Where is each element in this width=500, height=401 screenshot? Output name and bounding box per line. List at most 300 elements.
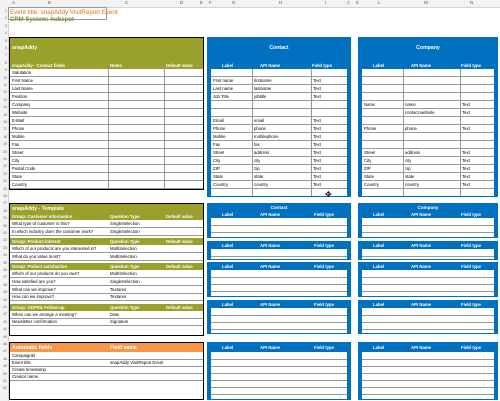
grid-row-line xyxy=(362,256,494,257)
template-group-header xyxy=(10,263,203,270)
grid-row-line xyxy=(211,132,347,133)
group-default: Default value xyxy=(166,304,193,310)
contact-field-cell[interactable]: Phone xyxy=(12,126,25,131)
grid-row-line xyxy=(10,180,203,181)
row-number: 35 xyxy=(3,260,7,265)
contact-fields-subheader xyxy=(10,62,203,69)
contact-field-cell[interactable]: Street xyxy=(12,150,24,155)
grid-row-line xyxy=(362,132,494,133)
row-number: 12 xyxy=(3,90,7,95)
field-cell[interactable]: Text xyxy=(462,126,470,131)
question-type-cell[interactable]: Textarea xyxy=(110,286,127,292)
field-cell[interactable]: fax xyxy=(254,142,260,147)
mini-left-strip xyxy=(208,270,211,296)
field-cell[interactable]: Email xyxy=(213,118,224,123)
row-number: 25 xyxy=(3,186,7,191)
field-cell[interactable]: name xyxy=(405,102,416,107)
field-cell[interactable]: country xyxy=(405,182,420,187)
col-m[interactable]: M xyxy=(424,0,428,5)
field-cell[interactable]: Text xyxy=(313,126,321,131)
mini-colheader xyxy=(208,263,350,270)
row-number: 3 xyxy=(5,23,7,28)
col-i[interactable]: I xyxy=(325,0,327,5)
grid-row-line xyxy=(362,84,494,85)
template-group-header xyxy=(10,238,203,245)
grid-row-line xyxy=(211,315,347,316)
snapaddy-header xyxy=(10,38,203,62)
col-j[interactable]: J xyxy=(347,0,350,5)
mini-left-strip xyxy=(359,249,362,259)
field-cell[interactable]: state xyxy=(405,174,415,179)
grid-row-line xyxy=(211,322,347,323)
field-cell[interactable]: Text xyxy=(462,102,470,107)
row-number: 22 xyxy=(3,164,7,169)
grid-row-line xyxy=(211,180,347,181)
template-panel xyxy=(9,203,204,336)
grid-row-line xyxy=(362,100,494,101)
grid-row-line xyxy=(362,188,494,189)
row-number: 26 xyxy=(3,194,7,198)
question-cell[interactable]: What do you value most? xyxy=(12,253,61,259)
contact-field-cell[interactable]: State xyxy=(12,174,23,179)
mini-colheader xyxy=(359,242,497,249)
auto-mini-colheader xyxy=(359,343,497,352)
field-cell[interactable]: Last name xyxy=(213,86,234,91)
mini-right-strip xyxy=(347,249,350,259)
grid-row-line xyxy=(10,124,203,125)
grid-row-line xyxy=(10,108,203,109)
field-cell[interactable]: City xyxy=(364,158,372,163)
row-number: 7 xyxy=(5,53,7,58)
grid-row-line xyxy=(10,325,203,326)
cursor-icon: ✥ xyxy=(325,190,332,199)
group-qtype: Question Type xyxy=(110,304,140,310)
grid-row-line xyxy=(10,116,203,117)
question-cell[interactable]: How satisfied are you? xyxy=(12,279,56,284)
col-e[interactable]: E xyxy=(200,0,204,5)
grid-row-line xyxy=(362,315,494,316)
field-cell[interactable]: Text xyxy=(462,158,470,163)
question-cell[interactable]: What can we improve? xyxy=(12,286,56,292)
grid-row-line xyxy=(211,359,347,360)
mini-col-api: API Name xyxy=(411,302,432,307)
default-divider xyxy=(164,62,165,189)
contact-field-cell[interactable]: Salutation xyxy=(12,70,32,75)
grid-row-line xyxy=(211,108,347,109)
grid-row-line xyxy=(211,84,347,85)
mini-colheader xyxy=(359,301,497,308)
mini-col-api: API Name xyxy=(260,345,281,350)
question-type-cell[interactable]: Signature xyxy=(110,319,129,325)
row-number: 13 xyxy=(3,97,7,102)
notes-divider xyxy=(108,62,109,189)
group-name: Group: Customer information xyxy=(12,214,73,219)
question-cell[interactable]: Which of our products do you own? xyxy=(12,271,80,277)
grid-row-line xyxy=(362,284,494,285)
row-number: 50 xyxy=(3,371,7,376)
field-cell[interactable]: firstname xyxy=(254,78,272,83)
company-panel xyxy=(358,37,498,197)
mini-col-label: Label xyxy=(373,264,385,269)
col-g[interactable]: G xyxy=(232,0,236,5)
auto-contact-panel xyxy=(207,342,351,400)
row-number: 14 xyxy=(3,105,7,110)
mini-col-api: API Name xyxy=(411,212,432,217)
mini-right-strip xyxy=(347,352,350,399)
field-cell[interactable]: Phone xyxy=(213,126,226,131)
grid-row-line xyxy=(211,92,347,93)
field-cell[interactable]: Text xyxy=(313,134,321,139)
auto-field-cell[interactable]: Create timestamp xyxy=(12,367,46,372)
auto-value-cell[interactable]: snapAddy VisitReport Event xyxy=(110,360,164,365)
group-name: Group: Poduct satisfaction xyxy=(12,264,68,270)
field-cell[interactable]: lastname xyxy=(254,86,272,91)
field-cell[interactable]: phone xyxy=(405,126,417,131)
grid-row-line xyxy=(362,156,494,157)
question-type-cell[interactable]: MultiSelection xyxy=(110,253,137,259)
mini-contact-panel xyxy=(207,262,351,297)
grid-row-line xyxy=(211,329,347,330)
group-default: Default value xyxy=(166,239,193,245)
mini-contact-panel xyxy=(207,241,351,260)
mini-col-api: API Name xyxy=(260,243,281,248)
grid-row-line xyxy=(211,387,347,388)
col-n[interactable]: N xyxy=(470,0,474,5)
field-cell[interactable]: Street xyxy=(364,150,376,155)
row-number: 5 xyxy=(5,38,7,43)
snapaddy-contact-panel xyxy=(9,37,204,190)
mini-col-type: Field type xyxy=(461,345,482,350)
question-cell[interactable]: What type of customer is this? xyxy=(12,221,70,226)
mini-col-label: Label xyxy=(373,302,385,307)
col-f[interactable]: F xyxy=(209,0,212,5)
type-divider xyxy=(311,69,312,196)
row-number: 45 xyxy=(3,334,7,339)
grid-row-line xyxy=(211,373,347,374)
row-number: 17 xyxy=(3,127,7,132)
contact-field-cell[interactable]: Position xyxy=(12,94,28,99)
grid-row-line xyxy=(10,188,203,189)
field-cell[interactable]: country xyxy=(254,182,269,187)
mini-col-label: Label xyxy=(222,212,234,217)
question-type-cell[interactable]: SingleSelection xyxy=(110,279,140,284)
mini-col-type: Field type xyxy=(314,212,335,217)
row-number: 41 xyxy=(3,305,7,309)
row-number: 4 xyxy=(5,31,7,36)
contact-field-cell[interactable]: City xyxy=(12,158,20,163)
field-cell[interactable]: Text xyxy=(313,174,321,179)
grid-row-line xyxy=(211,148,347,149)
grid-row-line xyxy=(211,256,347,257)
contact-header xyxy=(208,38,350,62)
grid-row-line xyxy=(362,329,494,330)
field-cell[interactable]: address xyxy=(405,150,421,155)
contact-field-cell[interactable]: Last Name xyxy=(12,86,33,91)
row-number: 16 xyxy=(3,120,7,124)
mini-contact-panel xyxy=(207,203,351,238)
mini-left-strip xyxy=(359,270,362,296)
field-cell[interactable]: Text xyxy=(313,86,321,91)
field-cell[interactable]: Text xyxy=(462,110,470,115)
mini-col-type: Field type xyxy=(314,345,335,350)
company-col-api: API Name xyxy=(411,63,432,68)
grid-row-line xyxy=(362,124,494,125)
template-group-header xyxy=(10,304,203,311)
field-cell[interactable]: Street xyxy=(213,150,225,155)
contact-right-strip xyxy=(347,69,350,196)
field-cell[interactable]: State xyxy=(213,174,224,179)
grid-row-line xyxy=(362,277,494,278)
grid-row-line xyxy=(10,156,203,157)
grid-row-line xyxy=(211,284,347,285)
grid-row-line xyxy=(10,76,203,77)
mini-right-strip xyxy=(347,308,350,333)
col-a[interactable]: A xyxy=(12,0,16,5)
row-number: 32 xyxy=(3,238,7,243)
row-number: 23 xyxy=(3,171,7,176)
row-number: 34 xyxy=(3,253,7,258)
mini-colheader xyxy=(208,301,350,308)
field-cell[interactable]: Text xyxy=(313,94,321,99)
field-cell[interactable]: zip xyxy=(254,166,260,171)
grid-row-line xyxy=(211,116,347,117)
mini-right-strip xyxy=(494,308,497,333)
mini-right-strip xyxy=(347,270,350,296)
group-qtype: Question Type xyxy=(110,214,140,219)
grid-row-line xyxy=(362,172,494,173)
col-h[interactable]: H xyxy=(279,0,283,5)
field-cell[interactable]: ZIP xyxy=(364,166,371,171)
question-cell[interactable]: In which industry does the customer work? xyxy=(12,228,94,234)
col-c[interactable]: C xyxy=(125,0,129,5)
mini-right-strip xyxy=(494,352,497,399)
row-number: 19 xyxy=(3,142,7,147)
mini-col-api: API Name xyxy=(260,212,281,217)
field-cell[interactable]: State xyxy=(364,174,375,179)
mini-title: Contact xyxy=(270,205,288,210)
col-d[interactable]: D xyxy=(180,0,184,5)
grid-row-line xyxy=(362,232,494,233)
mini-contact-panel xyxy=(207,300,351,334)
field-cell[interactable]: Text xyxy=(313,78,321,83)
grid-row-line xyxy=(362,322,494,323)
row-number: 27 xyxy=(3,201,7,206)
grid-row-line xyxy=(362,76,494,77)
row-number: 8 xyxy=(5,60,7,65)
mini-col-api: API Name xyxy=(411,345,432,350)
field-cell[interactable]: Text xyxy=(313,118,321,123)
field-cell[interactable]: Country xyxy=(213,182,229,187)
mini-left-strip xyxy=(208,218,211,237)
contact-field-cell[interactable]: Website xyxy=(12,110,28,115)
field-cell[interactable]: phone xyxy=(254,126,266,131)
grid-row-line xyxy=(362,116,494,117)
field-cell[interactable]: Text xyxy=(313,142,321,147)
field-cell[interactable]: city xyxy=(254,158,261,163)
mini-title-bar xyxy=(359,204,497,211)
row-number: 36 xyxy=(3,268,7,272)
grid-row-line xyxy=(362,180,494,181)
event-title-cell[interactable]: Event title: snapAddy VisitReport Event xyxy=(10,9,118,16)
row-number: 20 xyxy=(3,149,7,154)
type-divider xyxy=(460,69,461,196)
row-number: 31 xyxy=(3,231,7,235)
field-cell[interactable]: Text xyxy=(462,150,470,155)
field-cell[interactable]: Mobile xyxy=(213,134,226,139)
field-cell[interactable]: ZIP xyxy=(213,166,220,171)
grid-row-line xyxy=(362,373,494,374)
grid-row-line xyxy=(362,108,494,109)
field-cell[interactable]: Phone xyxy=(364,126,377,131)
mini-right-strip xyxy=(494,218,497,237)
mini-col-api: API Name xyxy=(260,264,281,269)
grid-row-line xyxy=(10,260,203,261)
question-type-cell[interactable]: MultiSelection xyxy=(110,246,137,252)
grid-row-line xyxy=(211,124,347,125)
grid-row-line xyxy=(211,394,347,395)
crm-system-cell[interactable]: CRM System: hubspot xyxy=(10,17,75,23)
mini-left-strip xyxy=(208,249,211,259)
grid-row-line xyxy=(10,100,203,101)
question-type-cell[interactable]: Date xyxy=(110,311,120,317)
mini-col-label: Label xyxy=(222,302,234,307)
field-cell[interactable]: city xyxy=(405,158,412,163)
grid-row-line xyxy=(362,359,494,360)
mini-col-type: Field type xyxy=(314,264,335,269)
group-default: Default value xyxy=(166,214,193,219)
grid-row-line xyxy=(362,164,494,165)
question-cell[interactable]: How can we improve? xyxy=(12,294,55,300)
field-cell[interactable]: state xyxy=(254,174,264,179)
grid-row-line xyxy=(211,172,347,173)
field-cell[interactable]: Text xyxy=(313,166,321,171)
contact-col-type: Field type xyxy=(312,63,333,68)
mini-company-panel xyxy=(358,262,498,297)
mini-colheader xyxy=(208,242,350,249)
question-cell[interactable]: Newsletter confirmation xyxy=(12,319,57,325)
field-cell[interactable]: Text xyxy=(462,166,470,171)
question-type-cell[interactable]: SingleSelection xyxy=(110,221,140,226)
field-cell[interactable]: jobtitle xyxy=(254,94,267,99)
field-cell[interactable]: Country xyxy=(364,182,380,187)
mini-col-label: Label xyxy=(222,264,234,269)
automatic-fields-panel xyxy=(9,342,204,400)
row-number: 37 xyxy=(3,275,7,280)
api-divider xyxy=(252,69,253,196)
grid-row-line xyxy=(362,387,494,388)
field-cell[interactable]: Text xyxy=(462,182,470,187)
grid-row-line xyxy=(10,92,203,93)
mini-col-type: Field type xyxy=(314,243,335,248)
row-number: 44 xyxy=(3,327,7,332)
auto-field-cell[interactable]: Creator name xyxy=(12,374,39,379)
row-number: 46 xyxy=(3,342,7,346)
grid-row-line xyxy=(362,140,494,141)
field-cell[interactable]: address xyxy=(254,150,270,155)
grid-row-line xyxy=(211,188,347,189)
field-cell[interactable]: contact.website xyxy=(405,110,435,115)
contact-field-cell[interactable]: E-Mail xyxy=(12,118,25,123)
grid-row-line xyxy=(362,92,494,93)
contact-field-cell[interactable]: Fax xyxy=(12,142,20,147)
question-type-cell[interactable]: SingleSelection xyxy=(110,228,140,234)
mini-right-strip xyxy=(494,270,497,296)
field-cell[interactable]: Text xyxy=(462,174,470,179)
contact-colheader xyxy=(208,62,350,69)
grid-row-line xyxy=(10,300,203,301)
field-cell[interactable]: Job Title xyxy=(213,94,230,99)
row-number: 47 xyxy=(3,349,7,354)
contact-field-cell[interactable]: Postal Code xyxy=(12,166,36,171)
mini-col-label: Label xyxy=(222,243,234,248)
contact-col-api: API Name xyxy=(260,63,281,68)
auto-field-cell[interactable]: Event title xyxy=(12,360,31,365)
row-number: 38 xyxy=(3,282,7,287)
question-type-cell[interactable]: MultiSelection xyxy=(110,271,137,277)
contact-field-cell[interactable]: Country xyxy=(12,182,28,187)
sub-col-notes: Notes xyxy=(110,63,122,68)
field-cell[interactable]: City xyxy=(213,158,221,163)
field-cell[interactable]: Text xyxy=(313,158,321,163)
contact-field-cell[interactable]: Mobile xyxy=(12,134,25,139)
grid-row-line xyxy=(362,394,494,395)
mini-col-label: Label xyxy=(222,345,234,350)
col-b[interactable]: B xyxy=(48,0,52,5)
row-number: 48 xyxy=(3,356,7,361)
grid-row-line xyxy=(10,84,203,85)
question-cell[interactable]: When can we arrange a meeting? xyxy=(12,311,77,317)
question-cell[interactable]: Which of our products are you interested in? xyxy=(12,246,97,252)
row-number: 28 xyxy=(3,208,7,213)
contact-field-cell[interactable]: Company xyxy=(12,102,31,107)
question-type-cell[interactable]: Textarea xyxy=(110,294,127,300)
auto-company-panel xyxy=(358,342,498,400)
row-number: 11 xyxy=(3,83,7,87)
grid-row-line xyxy=(10,172,203,173)
group-name: Group: GDPR& Follow-up xyxy=(12,304,65,310)
contact-field-cell[interactable]: First Name xyxy=(12,78,34,83)
grid-row-line xyxy=(10,380,203,381)
row-number: 9 xyxy=(5,68,7,73)
grid-row-line xyxy=(10,132,203,133)
auto-field-cell[interactable]: Campaignld xyxy=(12,353,35,358)
template-group-header xyxy=(10,213,203,220)
field-cell[interactable]: Text xyxy=(313,150,321,155)
field-cell[interactable]: email xyxy=(254,118,265,123)
grid-row-line xyxy=(362,225,494,226)
field-cell[interactable]: First name xyxy=(213,78,234,83)
auto-header-label: Automatic fields xyxy=(12,345,53,351)
col-k[interactable]: K xyxy=(356,0,360,5)
contact-title: Contact xyxy=(269,45,289,51)
mini-col-type: Field type xyxy=(461,302,482,307)
field-cell[interactable]: Text xyxy=(313,182,321,187)
mini-company-panel xyxy=(358,203,498,238)
row-number: 52 xyxy=(3,386,7,391)
field-cell[interactable]: Fax xyxy=(213,142,221,147)
row-number: 51 xyxy=(3,379,7,383)
col-l[interactable]: L xyxy=(378,0,381,5)
field-cell[interactable]: zip xyxy=(405,166,411,171)
mini-col-api: API Name xyxy=(411,264,432,269)
contact-panel xyxy=(207,37,351,197)
field-cell[interactable]: mobilephone xyxy=(254,134,279,139)
field-cell[interactable]: Name xyxy=(364,102,376,107)
grid-row-line xyxy=(10,148,203,149)
company-colheader xyxy=(359,62,497,69)
mini-col-type: Field type xyxy=(461,212,482,217)
row-number: 43 xyxy=(3,319,7,324)
